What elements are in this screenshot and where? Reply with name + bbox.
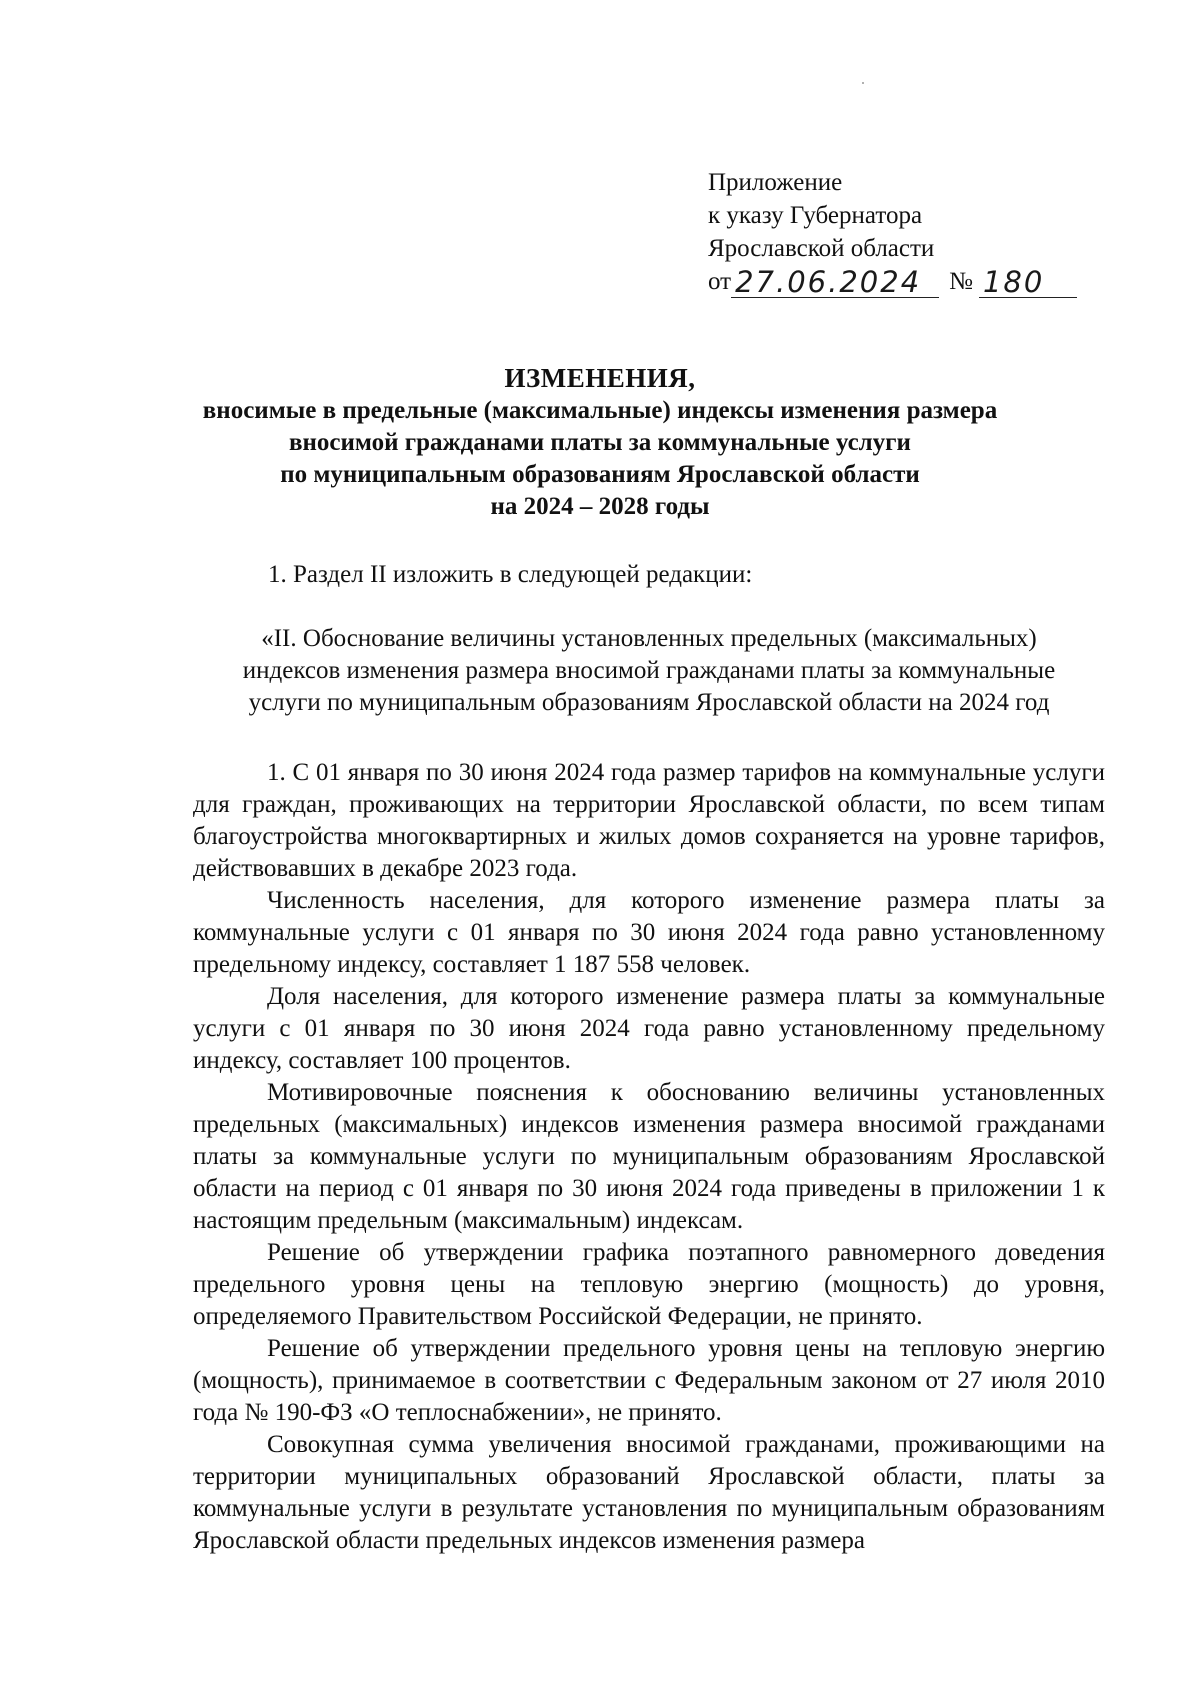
from-label: от — [708, 268, 732, 295]
paragraph: Мотивировочные пояснения к обоснованию величины установленных предельных (максимальных) индексов изменения размера вносимой гражданами платы за коммунальные услуги по муниципальным образованиям Ярославской области на период с 01 января по 30 июня 2024 года приведены в приложении 1 к настоящим предельным (максимальным) индексам. — [193, 1079, 1105, 1234]
document-title — [0, 362, 1200, 523]
appendix-date-number-line — [708, 265, 1077, 298]
handwritten-date: 27.06.2024 — [731, 267, 939, 298]
scan-speck — [862, 82, 864, 84]
title-line: по муниципальным образованиям Ярославской области — [280, 461, 920, 488]
section-intro: 1. Раздел II изложить в следующей редакции: — [268, 561, 753, 588]
section-title — [193, 623, 1105, 719]
paragraph: Совокупная сумма увеличения вносимой гражданами, проживающими на территории муниципальных образований Ярославской области, платы за коммунальные услуги в результате установления по муниципальным образованиям Ярославской области предельных индексов изменения размера — [193, 1431, 1105, 1554]
paragraph: Доля населения, для которого изменение размера платы за коммунальные услуги с 01 января по 30 июня 2024 года равно установленному предельному индексу, составляет 100 процентов. — [193, 983, 1105, 1074]
section-title-line: услуги по муниципальным образованиям Ярославской области на 2024 год — [248, 689, 1050, 716]
appendix-line: к указу Губернатора — [708, 202, 923, 229]
appendix-line: Ярославской области — [708, 235, 935, 262]
section-title-line: «II. Обоснование величины установленных предельных (максимальных) — [261, 625, 1037, 652]
number-label: № — [949, 268, 973, 295]
title-line: вносимые в предельные (максимальные) индексы изменения размера — [202, 397, 998, 424]
paragraph: Решение об утверждении предельного уровня цены на тепловую энергию (мощность), принимаемое в соответствии с Федеральным законом от 27 июля 2010 года № 190-ФЗ «О теплоснабжении», не принято. — [193, 1335, 1105, 1426]
title-line: на 2024 – 2028 годы — [490, 493, 710, 520]
body-text — [193, 757, 1105, 1557]
appendix-header — [708, 166, 1077, 298]
title-main: ИЗМЕНЕНИЯ, — [504, 363, 696, 393]
appendix-line: Приложение — [708, 169, 843, 196]
title-line: вносимой гражданами платы за коммунальные услуги — [289, 429, 911, 456]
section-title-line: индексов изменения размера вносимой гражданами платы за коммунальные — [242, 657, 1056, 684]
paragraph: Решение об утверждении графика поэтапного равномерного доведения предельного уровня цены на тепловую энергию (мощность) до уровня, определяемого Правительством Российской Федерации, не принято. — [193, 1239, 1105, 1330]
paragraph: 1. С 01 января по 30 июня 2024 года размер тарифов на коммунальные услуги для граждан, проживающих на территории Ярославской области, по всем типам благоустройства многоквартирных и жилых домов сохраняется на уровне тарифов, действовавших в декабре 2023 года. — [193, 759, 1105, 882]
paragraph: Численность населения, для которого изменение размера платы за коммунальные услуги с 01 января по 30 июня 2024 года равно установленному предельному индексу, составляет 1 187 558 человек. — [193, 887, 1105, 978]
handwritten-number: 180 — [979, 267, 1077, 298]
